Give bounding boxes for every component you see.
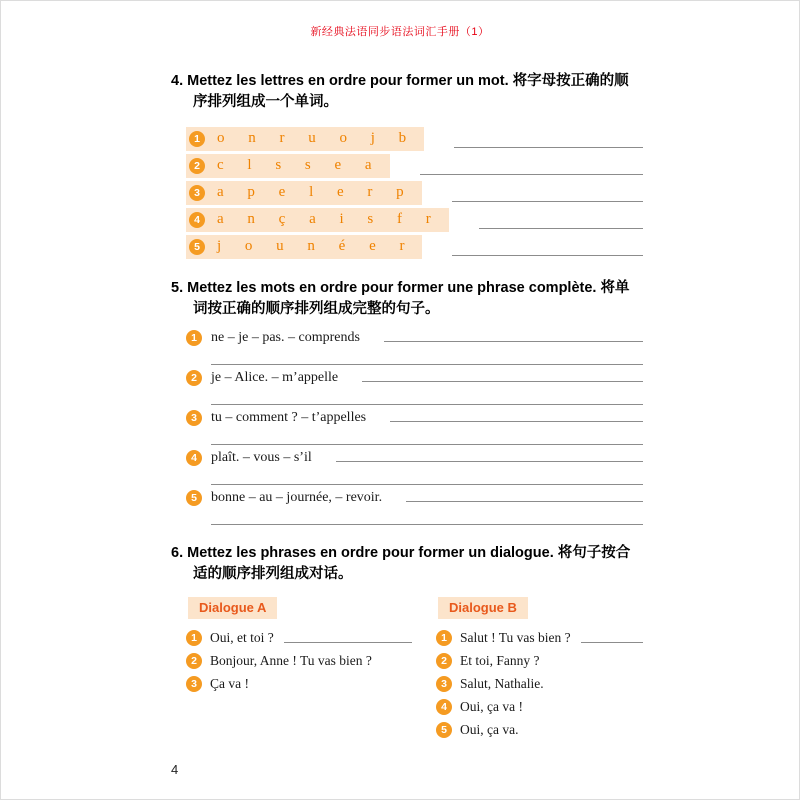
item-number-badge: 1 [189, 131, 205, 147]
item-number-badge: 3 [186, 676, 202, 692]
dialogue-sentence: Oui, et toi ? [210, 630, 274, 645]
phrase-list [186, 330, 643, 525]
dialogue-sentence: Salut, Nathalie. [460, 676, 544, 691]
dialogue-item [186, 675, 412, 693]
section5-number: 5. [171, 280, 184, 296]
scrambled-letters: j o u n é e r [217, 238, 415, 254]
item-number-badge: 2 [186, 370, 202, 386]
section4-number: 4. [171, 73, 184, 89]
phrase-line [186, 410, 643, 426]
item-number-badge: 3 [186, 410, 202, 426]
phrase-row [186, 410, 643, 445]
dialogue-item [436, 652, 643, 670]
dialogue-a [186, 597, 412, 744]
page-content [171, 71, 643, 744]
phrase-line [186, 490, 643, 506]
answer-line [390, 421, 643, 422]
item-number-badge: 5 [436, 722, 452, 738]
dialogue-item [186, 652, 412, 670]
answer-line [420, 174, 643, 175]
scrambled-letters: a n ç a i s f r [217, 211, 441, 227]
letters-box [186, 181, 422, 205]
item-number-badge: 5 [189, 239, 205, 255]
scrambled-letters: c l s s e a [217, 157, 382, 173]
item-number-badge: 2 [186, 653, 202, 669]
item-number-badge: 4 [189, 212, 205, 228]
section6-number: 6. [171, 545, 184, 561]
phrase-row [186, 370, 643, 405]
dialogue-a-label: Dialogue A [188, 597, 277, 619]
phrase-row [186, 490, 643, 525]
phrase-line [186, 370, 643, 386]
item-number-badge: 1 [186, 630, 202, 646]
answer-line [454, 147, 643, 148]
letters-box [186, 154, 390, 178]
letters-box [186, 235, 422, 259]
dialogue-b-label: Dialogue B [438, 597, 528, 619]
item-number-badge: 3 [189, 185, 205, 201]
section-4 [171, 71, 643, 260]
scrambled-letters: o n r u o j b [217, 130, 417, 146]
section6-title [171, 543, 643, 585]
dialogue-sentence: Oui, ça va. [460, 722, 519, 737]
item-number-badge: 4 [186, 450, 202, 466]
scrambled-letters: a p e l e r p [217, 184, 414, 200]
letters-box [186, 127, 424, 151]
section4-title-zh: 将字母按正确的顺序排列组成一个单词。 [193, 73, 629, 110]
letters-box [186, 208, 449, 232]
letter-scramble-list [186, 125, 643, 260]
phrase-words: bonne – au – journée, – revoir. [211, 490, 383, 505]
letter-row [186, 206, 643, 233]
item-number-badge: 2 [189, 158, 205, 174]
answer-line [581, 642, 643, 643]
letter-row [186, 233, 643, 260]
answer-line-2 [211, 404, 643, 405]
item-number-badge: 4 [436, 699, 452, 715]
item-number-badge: 1 [436, 630, 452, 646]
section4-title-fr: Mettez les lettres en ordre pour former un mot. [187, 73, 509, 89]
letter-row [186, 179, 643, 206]
dialogue-item [436, 675, 643, 693]
section5-title-zh: 将单词按正确的顺序排列组成完整的句子。 [193, 280, 630, 317]
answer-line [452, 201, 643, 202]
section5-title-fr: Mettez les mots en ordre pour former une phrase complète. [187, 280, 597, 296]
answer-line [452, 255, 643, 256]
answer-line [336, 461, 643, 462]
item-number-badge: 2 [436, 653, 452, 669]
answer-line [284, 642, 412, 643]
phrase-row [186, 330, 643, 365]
item-number-badge: 1 [186, 330, 202, 346]
answer-line [406, 501, 643, 502]
dialogue-item [436, 629, 643, 647]
dialogue-item [436, 698, 643, 716]
phrase-words: je – Alice. – m’appelle [211, 370, 339, 385]
section5-title [171, 278, 643, 320]
dialogue-sentence: Et toi, Fanny ? [460, 653, 540, 668]
answer-line-2 [211, 524, 643, 525]
dialogues [186, 597, 643, 744]
letter-row [186, 125, 643, 152]
phrase-line [186, 450, 643, 466]
item-number-badge: 5 [186, 490, 202, 506]
section4-title [171, 71, 643, 113]
answer-line [384, 341, 643, 342]
answer-line-2 [211, 484, 643, 485]
dialogue-sentence: Bonjour, Anne ! Tu vas bien ? [210, 653, 372, 668]
phrase-words: tu – comment ? – t’appelles [211, 410, 367, 425]
letter-row [186, 152, 643, 179]
phrase-row [186, 450, 643, 485]
item-number-badge: 3 [436, 676, 452, 692]
answer-line-2 [211, 444, 643, 445]
section-6 [171, 543, 643, 744]
section6-title-fr: Mettez les phrases en ordre pour former un dialogue. [187, 545, 554, 561]
section-5 [171, 278, 643, 525]
answer-line-2 [211, 364, 643, 365]
section6-title-zh: 将句子按合适的顺序排列组成对话。 [193, 545, 631, 582]
phrase-words: plaît. – vous – s’il [211, 450, 312, 465]
phrase-line [186, 330, 643, 346]
phrase-words: ne – je – pas. – comprends [211, 330, 360, 345]
answer-line [362, 381, 643, 382]
dialogue-sentence: Oui, ça va ! [460, 699, 523, 714]
dialogue-b [436, 597, 643, 744]
dialogue-sentence: Salut ! Tu vas bien ? [460, 630, 571, 645]
page-number: 4 [171, 762, 179, 777]
dialogue-sentence: Ça va ! [210, 676, 249, 691]
answer-line [479, 228, 643, 229]
dialogue-item [186, 629, 412, 647]
running-header: 新经典法语同步语法词汇手册（1） [310, 26, 490, 38]
dialogue-item [436, 721, 643, 739]
